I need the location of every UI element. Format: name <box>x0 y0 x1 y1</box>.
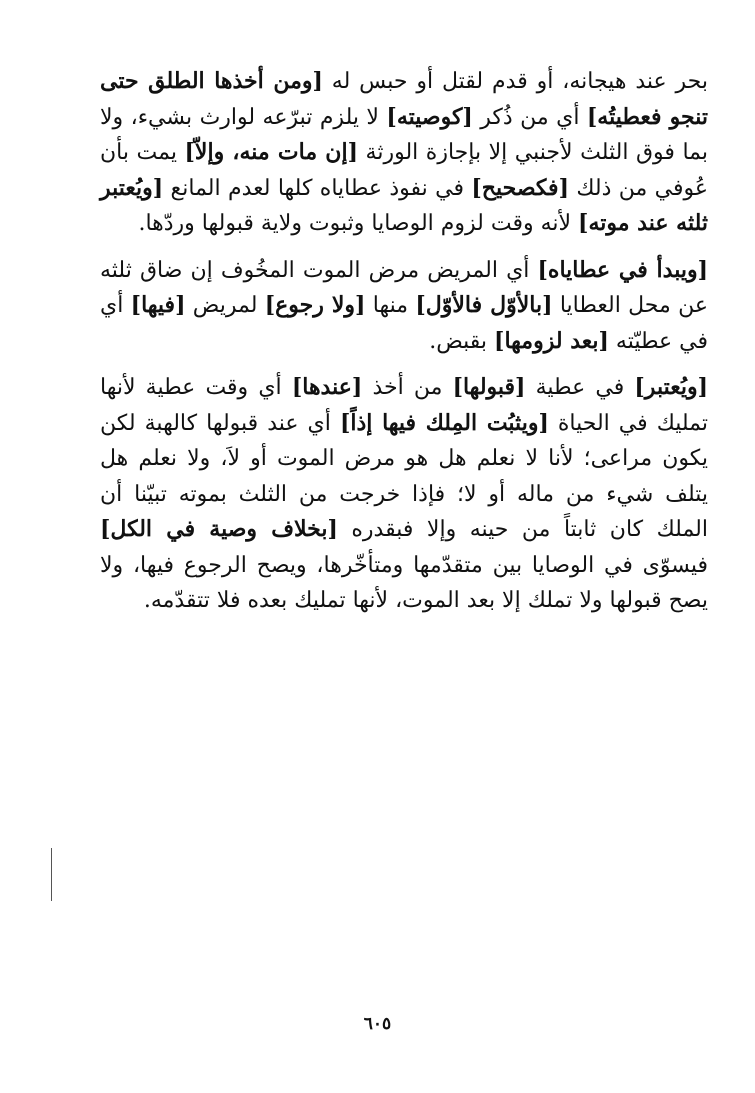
matn-text: [بعد لزومها] <box>494 327 609 354</box>
commentary-text: أي في عطيّته <box>100 293 708 354</box>
matn-text: [بخلاف وصية في الكل] <box>100 516 338 542</box>
matn-text: [إن مات منه، وإلاّ] <box>184 139 358 165</box>
body-text <box>100 64 708 619</box>
commentary-text: من أخذ <box>362 375 453 400</box>
commentary-text: في نفوذ عطاياه كلها لعدم المانع <box>163 175 472 201</box>
matn-text: [بالأوّل فالأوّل] <box>415 292 553 318</box>
matn-text: [فيها] <box>130 292 186 318</box>
matn-text: [كوصيته] <box>386 103 473 130</box>
commentary-text: أي عند قبولها كالهبة لكن يكون مراعى؛ لأنا لا نعلم هل هو مرض الموت أو لاَ، ولا نعلم هل يتلف شيء من ماله أو لا؛ فإذا خرجت من الثلث بموته تبيّنا أن الملك كان ثابتاً من حينه وإلا فبقدره <box>100 410 708 542</box>
commentary-text: منها <box>365 293 416 318</box>
matn-text: [ويُعتبر] <box>634 374 708 400</box>
commentary-text: يمت بأن عُوفي من ذلك <box>100 140 708 201</box>
commentary-text: فيسوّى في الوصايا بين متقدّمها ومتأخّرها، ويصح الرجوع فيها، ولا يصح قبولها ولا تملك إلا بعد الموت، لأنها تمليك بعده فلا تتقدّمه. <box>100 552 708 613</box>
matn-text: [عندها] <box>291 374 363 400</box>
matn-text: [ويثبُت المِلك فيها إذاً] <box>339 409 549 436</box>
commentary-text: أي المريض مرض الموت المخُوف إن ضاق ثلثه عن محل العطايا <box>100 257 708 318</box>
matn-text: [ولا رجوع] <box>264 292 366 318</box>
matn-text: [ومن أخذها الطلق حتى تنجو فعطيتُه] <box>100 68 708 130</box>
commentary-text: بقبض. <box>429 328 495 354</box>
matn-text: [فكصحيح] <box>471 174 569 201</box>
margin-rule <box>51 848 52 901</box>
page-number: ٦٠٥ <box>363 1014 392 1034</box>
paragraph-2 <box>100 253 708 360</box>
commentary-text: بحر عند هيجانه، أو قدم لقتل أو حبس له <box>322 69 708 94</box>
commentary-text: أي من ذُكر <box>472 104 587 130</box>
matn-text: [قبولها] <box>452 374 526 400</box>
commentary-text: لأنه وقت لزوم الوصايا وثبوت ولاية قبولها وردّها. <box>138 211 579 236</box>
paragraph-1 <box>100 64 708 242</box>
commentary-text: لمريض <box>185 293 265 318</box>
commentary-text: في عطية <box>525 375 635 400</box>
matn-text: [ويُعتبر ثلثه عند موته] <box>100 174 708 236</box>
paragraph-3 <box>100 370 708 619</box>
commentary-text: أي وقت عطية لأنها تمليك في الحياة <box>100 375 708 436</box>
commentary-text: لا يلزم تبرّعه لوارث بشيء، ولا بما فوق الثلث لأجنبي إلا بإجازة الورثة <box>100 104 708 165</box>
matn-text: [ويبدأ في عطاياه] <box>537 256 709 283</box>
